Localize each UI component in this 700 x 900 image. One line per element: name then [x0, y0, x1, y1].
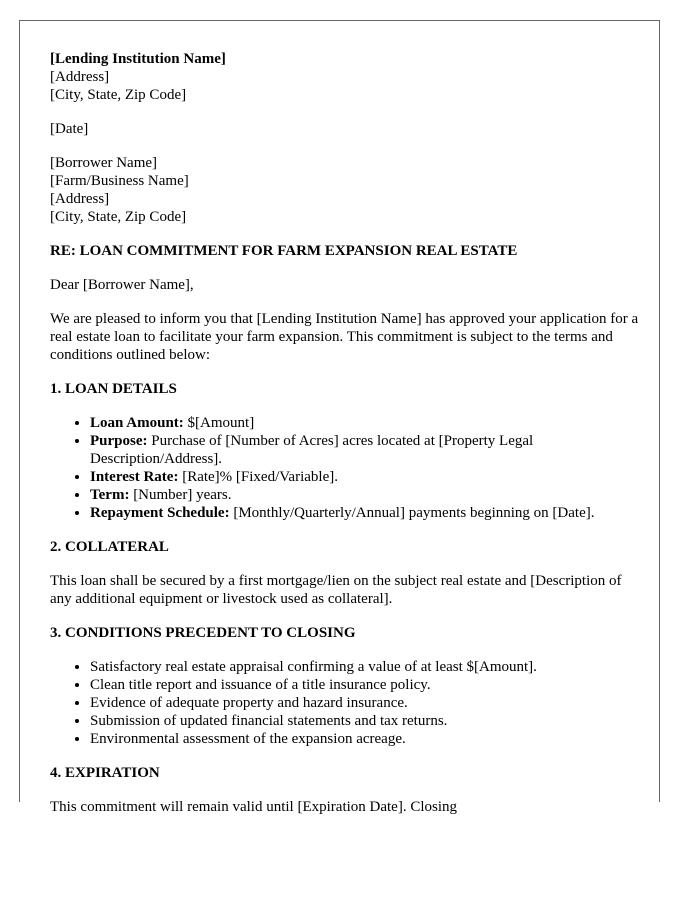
list-item-label: Term: — [90, 487, 130, 503]
list-item — [90, 486, 645, 504]
intro-block — [50, 310, 645, 364]
collateral-block — [50, 572, 645, 608]
list-item-label: Interest Rate: — [90, 469, 179, 485]
recipient-address: [Address] — [50, 191, 110, 207]
list-item — [90, 414, 645, 432]
section-heading-conditions: 3. CONDITIONS PRECEDENT TO CLOSING — [50, 625, 356, 641]
list-item-label: Loan Amount: — [90, 415, 184, 431]
expiration-paragraph: This commitment will remain valid until [Expiration Date]. Closing — [50, 799, 458, 815]
list-item: • Evidence of adequate property and hazard insurance. — [90, 694, 645, 712]
recipient-block — [50, 154, 645, 226]
date-block — [50, 120, 645, 138]
salutation-block — [50, 276, 645, 294]
intro-paragraph: We are pleased to inform you that [Lending Institution Name] has approved your application for a real estate loan to facilitate your farm expansion. This commitment is subject to the terms and conditions outlined below: — [50, 311, 639, 363]
list-item-text: [Number] years. — [129, 487, 232, 503]
letter-date: [Date] — [50, 121, 89, 137]
section-heading-expiration: 4. EXPIRATION — [50, 765, 160, 781]
list-item: • Satisfactory real estate appraisal confirming a value of at least $[Amount]. — [90, 658, 645, 676]
subject-block — [50, 242, 645, 260]
letter-content — [50, 50, 645, 832]
list-item — [90, 468, 645, 486]
collateral-paragraph: This loan shall be secured by a first mortgage/lien on the subject real estate and [Description of any additional equipment or livestock used as collateral]. — [50, 573, 622, 607]
loan-details-list — [50, 414, 645, 522]
section-heading-loan-details: 1. LOAN DETAILS — [50, 381, 177, 397]
sender-block — [50, 50, 645, 104]
list-item: • Environmental assessment of the expansion acreage. — [90, 730, 645, 748]
list-item-label: Purpose: — [90, 433, 148, 449]
letter-page — [19, 20, 660, 815]
list-item-text: $[Amount] — [183, 415, 255, 431]
list-item — [90, 504, 645, 522]
recipient-business: [Farm/Business Name] — [50, 173, 189, 189]
sender-address: [Address] — [50, 69, 110, 85]
list-item-label: Repayment Schedule: — [90, 505, 230, 521]
recipient-name: [Borrower Name] — [50, 155, 158, 171]
list-item-text: [Rate]% [Fixed/Variable]. — [178, 469, 338, 485]
section-heading-collateral: 2. COLLATERAL — [50, 539, 169, 555]
list-item — [90, 432, 645, 468]
subject-line: RE: LOAN COMMITMENT FOR FARM EXPANSION REAL ESTATE — [50, 243, 518, 259]
salutation: Dear [Borrower Name], — [50, 277, 194, 293]
recipient-city-state-zip: [City, State, Zip Code] — [50, 209, 187, 225]
expiration-block — [50, 798, 645, 816]
conditions-list — [50, 658, 645, 748]
list-item: • Submission of updated financial statements and tax returns. — [90, 712, 645, 730]
list-item-text: Purchase of [Number of Acres] acres located at [Property Legal Description/Address]. — [90, 433, 534, 467]
sender-institution: [Lending Institution Name] — [50, 51, 226, 67]
sender-city-state-zip: [City, State, Zip Code] — [50, 87, 187, 103]
list-item: • Clean title report and issuance of a title insurance policy. — [90, 676, 645, 694]
list-item-text: [Monthly/Quarterly/Annual] payments beginning on [Date]. — [229, 505, 595, 521]
